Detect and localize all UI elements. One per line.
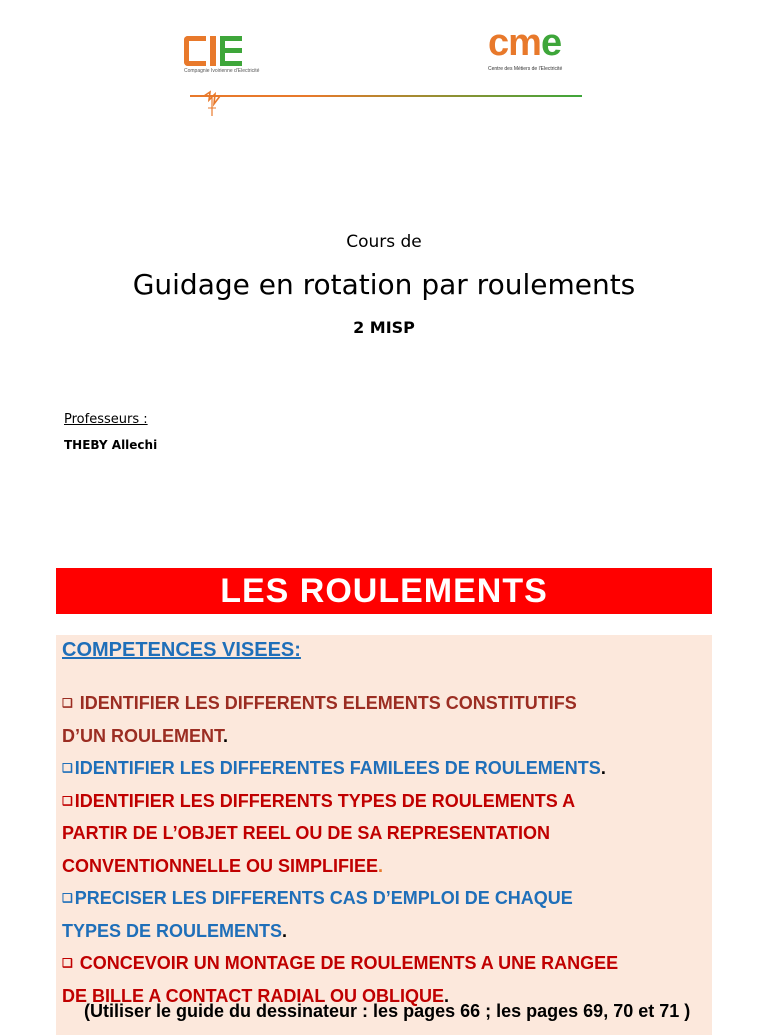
list-item-punct: . — [378, 855, 384, 876]
class-label: 2 MISP — [353, 318, 415, 337]
list-item — [62, 752, 708, 785]
list-item-punct: . — [600, 758, 606, 778]
list-item-text: CONCEVOIR UN MONTAGE DE ROULEMENTS A UNE RANGEE — [74, 953, 619, 973]
list-item-text: DE BILLE A CONTACT RADIAL OU OBLIQUE — [62, 985, 444, 1006]
list-item — [62, 687, 708, 752]
cie-logo-caption: Compagnie Ivoirienne d'Electricité — [184, 68, 260, 74]
list-item-text: IDENTIFIER LES DIFFERENTS TYPES DE ROULEMENTS A — [74, 790, 576, 811]
header-divider — [190, 95, 582, 97]
list-item-text: D’UN ROULEMENT — [62, 725, 223, 746]
guide-reference-note: (Utiliser le guide du dessinateur : les pages 66 ; les pages 69, 70 et 71 ) — [84, 1001, 691, 1021]
cme-logo-mark: cme — [488, 22, 562, 64]
cme-logo-caption: Centre des Métiers de l'Electricité — [488, 66, 563, 72]
list-item-punct: . — [444, 985, 450, 1006]
list-item-punct: . — [282, 920, 288, 941]
cie-logo-mark — [184, 36, 242, 68]
cie-logo — [184, 36, 260, 76]
list-item — [62, 882, 708, 947]
checkbox-bullet-icon: ❑ — [62, 956, 73, 970]
competences-panel — [56, 635, 712, 1035]
professors-label: Professeurs : — [64, 412, 148, 427]
list-item-text: IDENTIFIER LES DIFFERENTS ELEMENTS CONSTITUTIFS — [74, 693, 577, 713]
list-item-text: IDENTIFIER LES DIFFERENTES FAMILEES DE ROULEMENTS — [74, 758, 601, 778]
checkbox-bullet-icon: ❑ — [62, 761, 73, 775]
competences-list — [62, 687, 708, 1012]
section-banner-title: LES ROULEMENTS — [220, 571, 548, 610]
list-item-text: PRECISER LES DIFFERENTS CAS D’EMPLOI DE CHAQUE — [74, 888, 573, 908]
title-prefix: Cours de — [346, 232, 422, 252]
checkbox-bullet-icon: ❑ — [62, 793, 73, 808]
competences-heading: COMPETENCES VISEES: — [62, 639, 301, 661]
checkbox-bullet-icon: ❑ — [62, 696, 73, 710]
list-item-text: TYPES DE ROULEMENTS — [62, 920, 283, 941]
cme-logo — [488, 22, 588, 76]
checkbox-bullet-icon: ❑ — [62, 891, 73, 905]
list-item-punct: . — [223, 725, 229, 746]
electric-spark-icon — [200, 82, 230, 118]
list-item — [62, 785, 708, 883]
professor-name: THEBY Allechi — [64, 438, 158, 452]
page-title: Guidage en rotation par roulements — [132, 268, 636, 301]
section-banner — [56, 568, 712, 614]
list-item-text: CONVENTIONNELLE OU SIMPLIFIEE — [62, 855, 379, 876]
list-item-text: PARTIR DE L’OBJET REEL OU DE SA REPRESENTATION — [62, 823, 551, 843]
